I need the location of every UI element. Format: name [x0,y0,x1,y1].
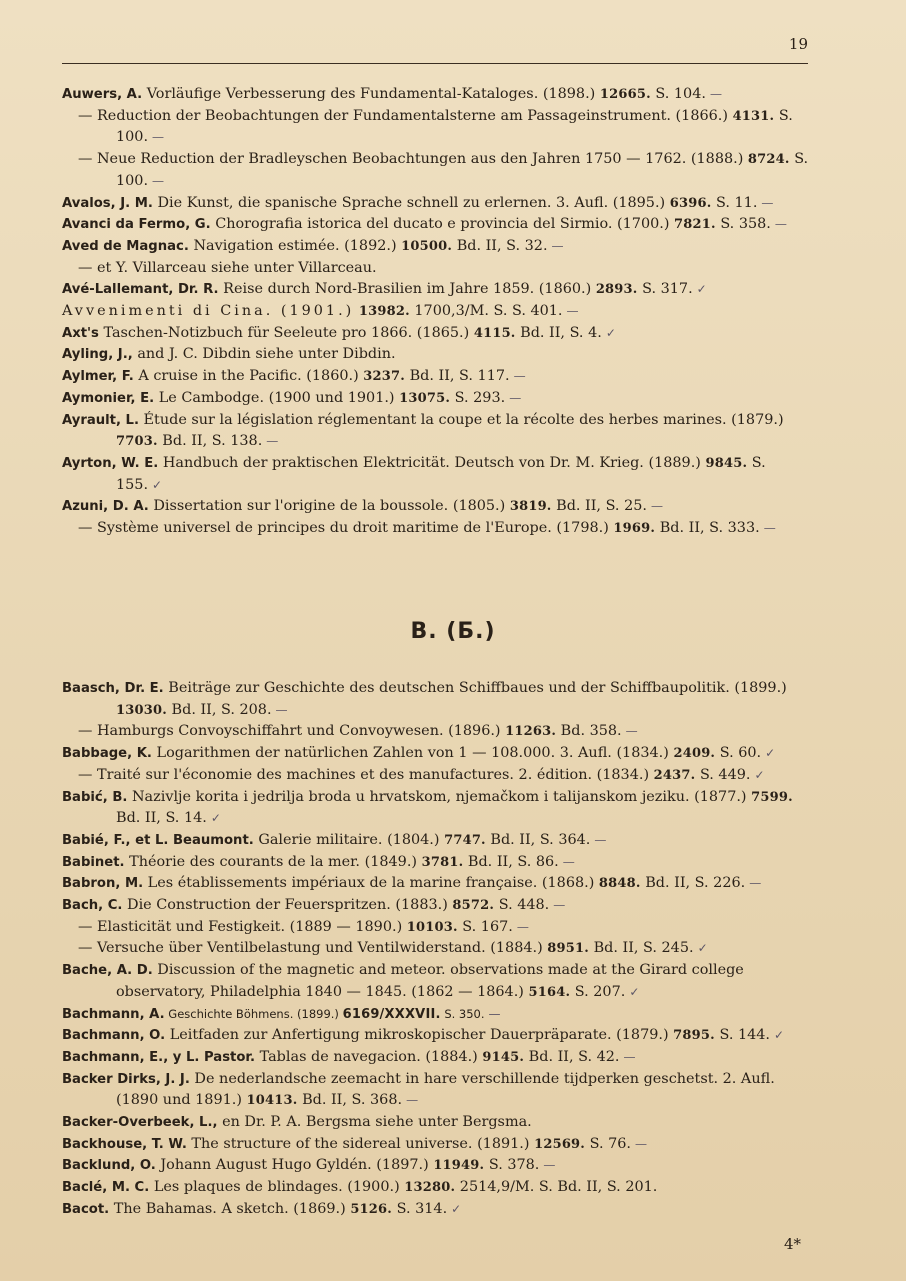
check-mark-icon: — [623,1049,636,1064]
entry-author: Backer Dirks, J. J. [62,1071,190,1087]
check-mark-icon: ✓ [774,1028,785,1043]
entry-title: Die Kunst, die spanische Sprache schnell zu erlernen. 3. Aufl. (1895.) [157,194,666,211]
catalog-entry [62,917,812,939]
entry-author: Baclé, M. C. [62,1180,150,1196]
check-mark-icon: ✓ [754,767,765,782]
entry-author: Avalos, J. M. [62,195,153,211]
entry-location: S. 350. [444,1006,485,1021]
catalog-entry [62,323,812,345]
entry-author: Babié, F., et L. Beaumont. [62,832,254,848]
catalog-entry [62,453,812,496]
entry-location: Bd. II, S. 42. [528,1048,620,1065]
check-mark-icon: ✓ [629,984,640,999]
entry-author: Babron, M. [62,876,144,892]
entry-author: — [78,723,93,740]
entry-location: Bd. II, S. 208. [171,701,272,718]
entry-number: 5164. [528,984,571,1000]
check-mark-icon: ✓ [152,477,163,492]
entry-title: Nazivlje korita i jedrilja broda u hrvatskom, njemačkom i talijanskom jeziku. (1877.) [131,788,747,805]
entry-author: Bache, A. D. [62,963,153,979]
check-mark-icon: — [513,369,526,384]
catalog-entry [62,149,812,192]
entry-title: De nederlandsche zeemacht in hare verschillende tijdperken geschetst. 2. Aufl. (1890 und 1891.) [116,1070,775,1109]
catalog-entry [62,938,812,960]
catalog-entry [62,366,812,388]
entry-number: 12569. [534,1136,586,1152]
entry-title: Elasticität und Festigkeit. (1889 — 1890.) [96,918,403,935]
check-mark-icon: — [562,854,575,869]
check-mark-icon: — [152,173,165,188]
entry-title: Traité sur l'économie des machines et des manufactures. 2. édition. (1834.) [96,766,650,783]
entry-number: 13075. [399,390,451,406]
catalog-entry [62,765,812,787]
entry-author: Babinet. [62,854,125,870]
header-rule [62,63,808,64]
catalog-entry [62,410,812,453]
catalog-entry [62,84,812,106]
entry-location: S. 207. [574,983,626,1000]
entry-location: Bd. 358. [560,723,622,740]
entry-title: Taschen-Notizbuch für Seeleute pro 1866. (1865.) [103,324,470,341]
check-mark-icon: — [774,217,787,232]
entry-title: A cruise in the Pacific. (1860.) [138,368,359,385]
entry-number: 8724. [747,152,790,168]
check-mark-icon: — [152,130,165,145]
entry-location: S. 100. [116,107,793,146]
catalog-entry [62,1177,812,1199]
entry-number: 10413. [246,1093,298,1109]
check-mark-icon: ✓ [605,325,616,340]
check-mark-icon: — [543,1158,556,1173]
entry-number: 2409. [673,746,716,762]
entry-author: — [78,520,93,537]
check-mark-icon: — [709,87,722,101]
entry-title: Reduction der Beobachtungen der Fundamentalsterne am Passageinstrument. (1866.) [96,107,728,124]
entry-title: Johann August Hugo Gyldén. (1897.) [160,1157,429,1174]
catalog-entry [62,1047,812,1069]
entry-author: — [78,766,93,783]
entry-location: Bd. II, S. 245. [593,940,694,957]
check-mark-icon: ✓ [210,811,221,826]
check-mark-icon: — [551,238,564,253]
page-number: 19 [788,35,808,53]
entry-title: Chorografia istorica del ducato e provincia del Sirmio. (1700.) [215,216,670,233]
entry-title: Théorie des courants de la mer. (1849.) [129,853,418,870]
entry-title: Versuche über Ventilbelastung und Ventilwiderstand. (1884.) [96,940,543,957]
entry-number: 13030. [116,702,167,718]
entry-number: 11263. [505,724,557,740]
check-mark-icon: ✓ [696,282,707,297]
entry-number: 7895. [673,1028,715,1044]
catalog-entry [62,388,812,410]
entry-location: S. 104. [655,86,706,102]
entry-location: 1700,3/M. S. S. 401. [414,303,563,320]
entry-title: Les établissements impériaux de la marine française. (1868.) [147,875,595,892]
entry-title: Galerie militaire. (1804.) [258,831,440,848]
entry-number: 6169/XXXVII. [342,1006,441,1022]
entry-location: Bd. II, S. 333. [659,520,760,537]
entry-number: 9145. [482,1049,525,1065]
entry-location: Bd. II, S. 25. [556,498,647,515]
entry-title: Avvenimenti di Cina. (1901.) [62,303,355,320]
entry-location: Bd. II, S. 86. [467,853,559,870]
entry-location: Bd. II, S. 4. [520,324,602,341]
entry-title: Beiträge zur Geschichte des deutschen Schiffbaues und der Schiffbaupolitik. (1899.) [168,680,787,696]
check-mark-icon: — [266,434,279,449]
catalog-entry [62,236,812,258]
entry-title: Tablas de navegacion. (1884.) [259,1048,478,1065]
entry-location: S. 378. [488,1157,540,1174]
entry-title: Les plaques de blindages. (1900.) [153,1179,400,1196]
entry-number: 13280. [404,1180,456,1196]
entry-location: Bd. II, S. 226. [645,875,746,892]
catalog-entry [62,1199,812,1221]
catalog-entry [62,852,812,874]
check-mark-icon: — [761,195,774,210]
entry-title: Étude sur la législation réglementant la coupe et la récolte des herbes marines. (1879.) [143,411,784,428]
check-mark-icon: ✓ [765,746,776,761]
entry-number: 1969. [613,521,656,537]
check-mark-icon: — [488,1006,501,1021]
entry-author: — [78,918,93,935]
entry-location: S. 11. [716,194,758,211]
entry-number: 3237. [363,369,406,385]
catalog-entry [62,743,812,765]
catalog-entry [62,787,812,830]
entry-author: Bachmann, O. [62,1028,166,1044]
entry-author: Ayling, J., [62,347,133,363]
entry-title: Hamburgs Convoyschiffahrt und Convoywesen. (1896.) [96,723,501,740]
entry-number: 7703. [116,434,158,450]
entry-number: 7747. [444,832,486,848]
catalog-entry [62,193,812,215]
entry-location: S. 448. [498,897,550,914]
entry-title: Logarithmen der natürlichen Zahlen von 1 — 108.000. 3. Aufl. (1834.) [156,745,669,762]
entry-author: Azuni, D. A. [62,499,149,515]
entry-author: — [78,107,93,124]
entry-location: Bd. II, S. 32. [456,237,548,254]
entry-number: 12665. [599,87,651,102]
entry-location: S. 293. [454,389,506,406]
check-mark-icon: — [406,1093,419,1108]
entry-author: Backhouse, T. W. [62,1136,187,1152]
entry-number: 13982. [358,304,410,320]
check-mark-icon: — [275,702,288,717]
entry-number: 5126. [350,1201,393,1217]
entry-author: Baasch, Dr. E. [62,681,164,696]
check-mark-icon: ✓ [697,941,708,956]
entry-number: 7599. [751,789,793,805]
section-heading: B. (Б.) [410,619,496,644]
catalog-entry [62,214,812,236]
entries-section-a [62,84,812,540]
entry-title: Reise durch Nord-Brasilien im Jahre 1859. (1860.) [223,281,592,298]
catalog-entry [62,1025,812,1047]
entry-title: Leitfaden zur Anfertigung mikroskopischer Dauerpräparate. (1879.) [169,1027,669,1044]
entry-title: Geschichte Böhmens. (1899.) [168,1006,339,1021]
entry-title: Handbuch der praktischen Elektricität. Deutsch von Dr. M. Krieg. (1889.) [162,454,701,471]
entry-title: and J. C. Dibdin siehe unter Dibdin. [137,346,396,363]
catalog-entry [62,1112,812,1134]
entry-author: Bachmann, E., y L. Pastor. [62,1049,256,1065]
catalog-entry [62,1134,812,1156]
check-mark-icon: — [749,876,762,891]
entry-number: 3819. [509,499,552,515]
check-mark-icon: — [625,724,638,739]
entry-author: Babbage, K. [62,746,152,762]
entry-author: Bachmann, A. [62,1006,165,1022]
entry-author: Auwers, A. [62,87,143,102]
check-mark-icon: — [650,499,663,514]
entry-title: The structure of the sidereal universe. (1891.) [191,1135,530,1152]
check-mark-icon: — [635,1136,647,1151]
entry-number: 6396. [669,195,712,211]
entry-title: en Dr. P. A. Bergsma siehe unter Bergsma. [222,1114,532,1131]
entry-location: S. 144. [719,1027,771,1044]
entry-author: Babić, B. [62,789,128,805]
catalog-entry [62,518,812,540]
catalog-entry [62,960,812,1003]
entry-author: Ayrault, L. [62,412,139,428]
entry-number: 8572. [452,898,495,914]
entry-number: 10500. [401,238,453,254]
catalog-entry [62,1004,812,1026]
entry-title: Navigation estimée. (1892.) [193,237,397,254]
catalog-entry [62,721,812,743]
entry-title: Le Cambodge. (1900 und 1901.) [158,389,395,406]
entry-location: 2514,9/M. S. Bd. II, S. 201. [459,1179,658,1196]
entry-author: — [78,940,93,957]
entry-location: Bd. II, S. 117. [409,368,510,385]
check-mark-icon: — [553,898,566,913]
entry-location: S. 167. [462,918,513,935]
footer-signature: 4* [783,1235,801,1253]
catalog-entry [62,1069,812,1112]
catalog-entry [62,678,812,721]
entry-location: S. 100. [116,151,809,189]
catalog-entry [62,496,812,518]
catalog-entry [62,258,812,280]
entry-location: S. 76. [589,1135,631,1152]
catalog-entry [62,895,812,917]
entry-author: Avé-Lallemant, Dr. R. [62,282,219,298]
entry-title: Discussion of the magnetic and meteor. observations made at the Girard college observatory, Philadelphia 1840 — 1845. (1862 — 1864.) [116,962,744,1000]
catalog-entry [62,106,812,149]
entry-title: et Y. Villarceau siehe unter Villarceau. [96,259,377,276]
entry-title: Neue Reduction der Bradleyschen Beobachtungen aus den Jahren 1750 — 1762. (1888.) [96,151,744,168]
entry-location: S. 449. [699,766,751,783]
catalog-entry [62,344,812,366]
check-mark-icon: ✓ [451,1201,462,1216]
entry-location: Bd. II, S. 14. [116,810,207,827]
entry-location: Bd. II, S. 368. [302,1092,403,1109]
catalog-entry [62,301,812,323]
entry-number: 4131. [732,108,775,124]
entry-number: 2893. [595,282,638,298]
entry-location: S. 358. [720,216,771,233]
catalog-entry [62,1155,812,1177]
check-mark-icon: — [516,919,529,934]
entry-author: Backlund, O. [62,1158,156,1174]
entry-author: — [78,259,93,276]
entry-location: S. 60. [719,745,762,762]
entry-number: 4115. [473,325,516,341]
entry-title: Vorläufige Verbesserung des Fundamental-Kataloges. (1898.) [146,86,596,102]
check-mark-icon: — [763,521,776,536]
entry-author: Backer-Overbeek, L., [62,1115,218,1131]
entry-number: 2437. [653,767,696,783]
entry-author: Aymonier, E. [62,390,155,406]
catalog-entry [62,830,812,852]
entry-author: Aylmer, F. [62,369,134,385]
entry-number: 9845. [705,455,748,471]
entry-location: S. 155. [116,454,766,493]
entry-location: Bd. II, S. 138. [162,433,263,450]
entry-location: Bd. II, S. 364. [490,831,591,848]
check-mark-icon: — [594,832,607,847]
entry-author: — [78,151,93,168]
entry-title: The Bahamas. A sketch. (1869.) [113,1200,346,1217]
check-mark-icon: — [566,304,579,319]
entry-number: 8848. [598,876,641,892]
entry-author: Aved de Magnac. [62,238,189,254]
entry-number: 10103. [406,919,458,935]
catalog-entry [62,279,812,301]
entry-number: 3781. [421,854,464,870]
entry-title: Dissertation sur l'origine de la boussole. (1805.) [153,498,506,515]
entry-author: Avanci da Fermo, G. [62,217,211,233]
catalog-entry [62,873,812,895]
entry-author: Ayrton, W. E. [62,455,159,471]
entry-author: Axt's [62,325,99,341]
entry-number: 7821. [674,217,716,233]
check-mark-icon: — [509,390,522,405]
entry-title: Die Construction der Feuerspritzen. (1883.) [127,897,448,914]
entry-location: S. 314. [396,1200,448,1217]
entries-section-b [62,678,812,1221]
entry-author: Bach, C. [62,898,123,914]
entry-location: S. 317. [642,281,693,298]
entry-number: 8951. [547,941,589,957]
entry-author: Bacot. [62,1201,110,1217]
entry-title: Système universel de principes du droit maritime de l'Europe. (1798.) [96,520,609,537]
entry-number: 11949. [433,1158,485,1174]
